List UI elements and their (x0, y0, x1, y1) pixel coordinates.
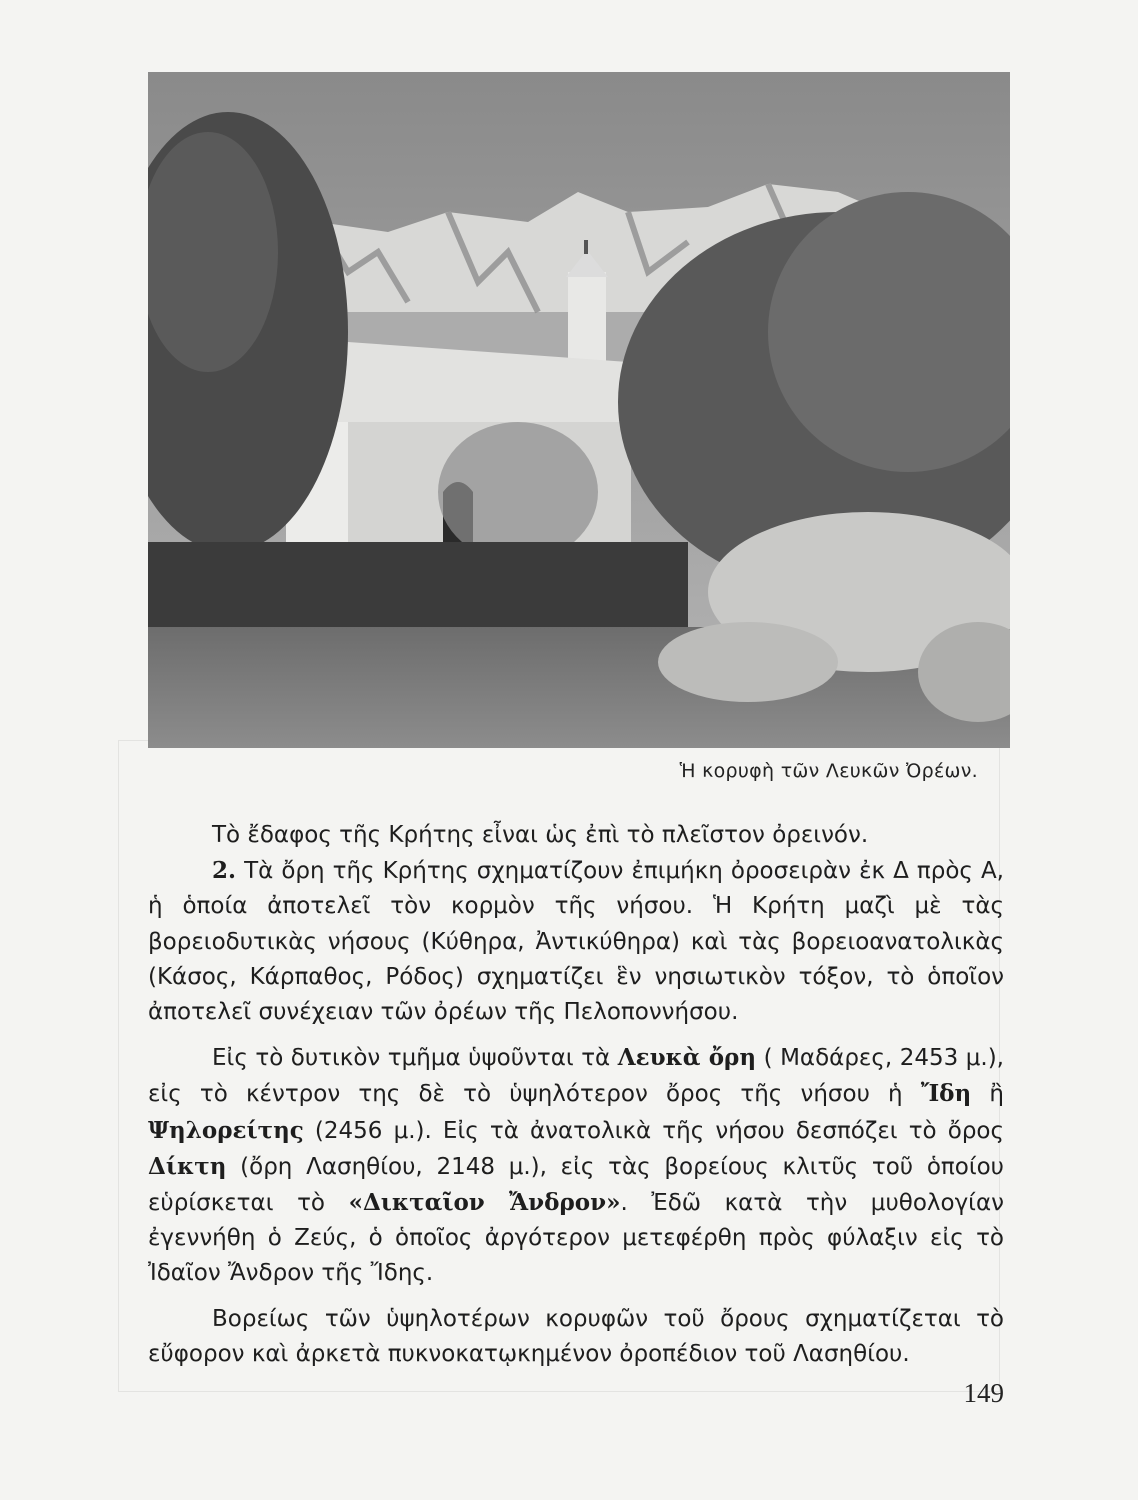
term-lefka-ori: Λευκὰ ὄρη (617, 1044, 757, 1072)
paragraph-3-text: (ὄρη Λασηθίου, 2148 μ.), εἰς τὰς βορείους κλιτῦς τοῦ ὁποίου εὑρίσκεται τὸ (148, 1153, 1004, 1217)
term-psiloritis: Ψηλορείτης (148, 1116, 304, 1144)
term-diktaion-andron: «Δικταῖον Ἄνδρον» (348, 1189, 621, 1217)
term-idi: Ἴδη (920, 1080, 972, 1108)
church-mountain-photo (148, 72, 1010, 748)
photo-illustration (148, 72, 1010, 748)
paragraph-3-text: . Ἐδῶ κατὰ τὴν μυθολογίαν ἐγεννήθη ὁ Ζεύς, ὁ ὁποῖος ἀργότερον μετεφέρθη πρὸς φύλαξιν εἰς τὸ Ἰδαῖον Ἄνδρον τῆς Ἴδης. (148, 1190, 1004, 1287)
body-text (148, 818, 1004, 1372)
term-dikti: Δίκτη (148, 1152, 227, 1180)
page-number: 149 (963, 1378, 1004, 1408)
section-number: 2. (212, 857, 237, 885)
paragraph-3-text: ( Μαδάρες, 2453 μ.), εἰς τὸ κέντρον της δὲ τὸ ὑψηλότερον ὄρος τῆς νήσου ἡ (148, 1045, 1004, 1108)
photo-caption: Ἡ κορυφὴ τῶν Λευκῶν Ὀρέων. (679, 760, 978, 782)
paragraph-2 (148, 853, 1004, 1030)
paragraph-3-text: Εἰς τὸ δυτικὸν τμῆμα ὑψοῦνται τὰ (212, 1045, 618, 1072)
paragraph-4: Βορείως τῶν ὑψηλοτέρων κορυφῶν τοῦ ὄρους σχηματίζεται τὸ εὔφορον καὶ ἀρκετὰ πυκνοκατῳκημένον ὀροπέδιον τοῦ Λασηθίου. (148, 1305, 1004, 1367)
hedge (148, 542, 688, 632)
blossoming-shrubs-low (658, 622, 838, 702)
paragraph-3-text: (2456 μ.). Εἰς τὰ ἀνατολικὰ τῆς νήσου δεσπόζει τὸ ὄρος (303, 1117, 1004, 1144)
paragraph-3-text: ἢ (971, 1081, 1005, 1108)
paragraph-2-text: Τὰ ὄρη τῆς Κρήτης σχηματίζουν ἐπιμήκη ὀροσειρὰν ἐκ Δ πρὸς Α, ἡ ὁποία ἀποτελεῖ τὸν κορμὸν τῆς νήσου. Ἡ Κρήτη μαζὶ μὲ τὰς βορειοδυτικὰς νήσους (Κύθηρα, Ἀντικύθηρα) καὶ τὰς βορειοανατολικὰς (Κάσος, Κάρπαθος, Ρόδος) σχηματίζει ἓν νησιωτικὸν τόξον, τὸ ὁποῖον ἀποτελεῖ συνέχειαν τῶν ὀρέων τῆς Πελοποννήσου. (148, 858, 1004, 1026)
paragraph-3 (148, 1040, 1004, 1291)
paragraph-1: Τὸ ἔδαφος τῆς Κρήτης εἶναι ὡς ἐπὶ τὸ πλεῖστον ὀρεινόν. (212, 822, 869, 848)
